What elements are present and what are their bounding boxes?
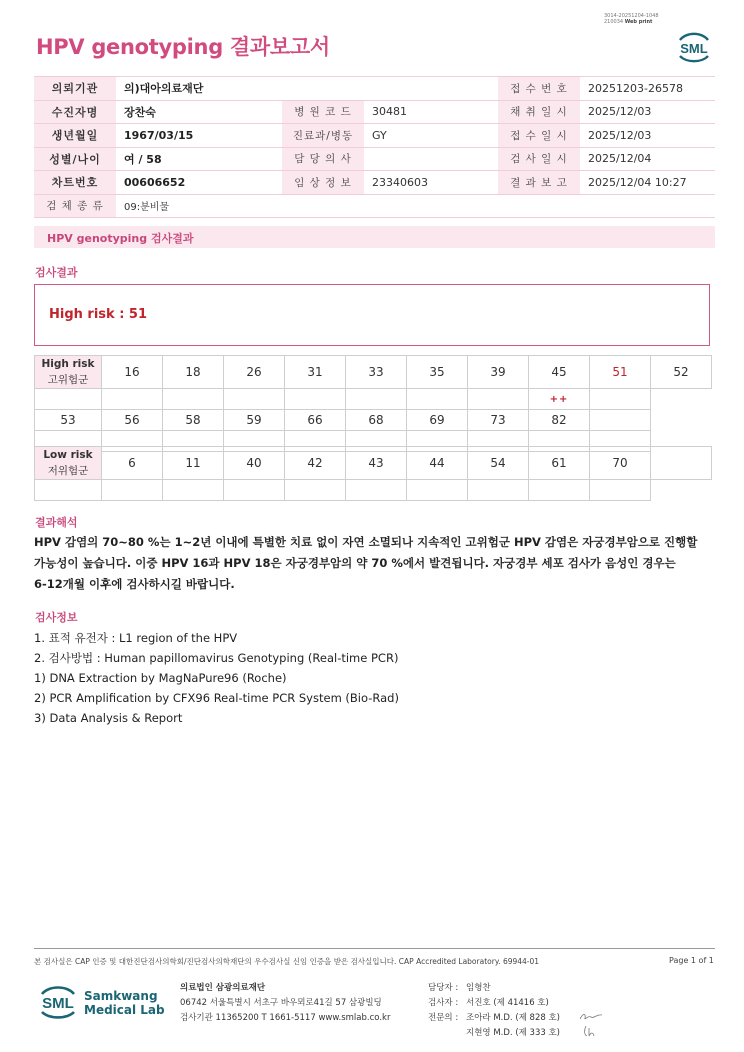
info-value: 2025/12/04	[580, 147, 715, 171]
genotype-result-cell	[468, 480, 529, 501]
staff-info	[428, 981, 560, 1041]
low-risk-label-en: Low risk	[43, 449, 93, 461]
section-title-bar: HPV genotyping 검사결과	[34, 226, 715, 248]
info-label: 임 상 정 보	[282, 171, 364, 195]
high-risk-label-en: High risk	[41, 358, 95, 370]
genotype-cell	[651, 447, 712, 480]
high-risk-header	[35, 356, 102, 389]
genotype-result-cell	[163, 480, 224, 501]
info-value: 2025/12/03	[580, 100, 715, 124]
document-code	[604, 13, 659, 25]
info-value: 장찬숙	[116, 100, 282, 124]
brand-name	[84, 989, 165, 1017]
report-title: HPV genotyping 결과보고서	[36, 35, 330, 59]
low-risk-row1	[35, 447, 712, 480]
interpretation-line: 가능성이 높습니다. 이중 HPV 16과 HPV 18은 자궁경부암의 약 70 %에서 발견됩니다. 자궁경부 세포 검사가 음성인 경우는	[34, 556, 676, 570]
sml-brand-logo-icon	[36, 980, 80, 1024]
interpretation-text	[34, 532, 714, 595]
genotype-result-cell	[590, 480, 651, 501]
genotype-cell: 6	[102, 447, 163, 480]
info-row	[34, 171, 715, 195]
organization-contact: 검사기관 11365200 T 1661-5117 www.smlab.co.kr	[180, 1013, 391, 1023]
accreditation-note: 본 검사실은 CAP 인증 및 대한진단검사의학회/진단검사의학재단의 우수검사실 신임 인증을 받은 검사실입니다. CAP Accredited Laboratory. 69944-01	[34, 957, 540, 966]
genotype-cell: 58	[163, 410, 224, 431]
genotype-result-cell	[285, 480, 346, 501]
genotype-cell: 35	[407, 356, 468, 389]
genotype-cell: 45	[529, 356, 590, 389]
info-row	[34, 77, 715, 101]
genotype-result-cell	[407, 480, 468, 501]
info-label: 성별/나이	[34, 147, 116, 171]
genotype-cell: 54	[468, 447, 529, 480]
info-row	[34, 124, 715, 148]
info-value: 의)대아의료재단	[116, 77, 498, 101]
document-code-line1: 3014-20251204-1048	[604, 13, 659, 19]
genotype-cell: 33	[346, 356, 407, 389]
low-risk-header	[35, 447, 102, 480]
genotype-cell: 66	[285, 410, 346, 431]
info-label: 진료과/병동	[282, 124, 364, 148]
low-risk-table	[34, 446, 712, 501]
web-print-label: Web print	[624, 19, 653, 25]
organization-address: 06742 서울특별시 서초구 바우뫼로41길 57 삼광빌딩	[180, 998, 382, 1008]
info-label: 접 수 번 호	[498, 77, 580, 101]
genotype-result-cell	[102, 480, 163, 501]
genotype-cell: 82	[529, 410, 590, 431]
genotype-cell: 56	[102, 410, 163, 431]
result-section-label: 검사결과	[35, 266, 78, 279]
organization-name: 의료법인 삼광의료재단	[180, 983, 266, 993]
low-risk-label-ko: 저위험군	[47, 465, 89, 477]
info-value	[364, 147, 498, 171]
test-info-line: 2) PCR Amplification by CFX96 Real-time PCR System (Bio-Rad)	[34, 691, 399, 705]
genotype-result-cell	[529, 480, 590, 501]
sml-logo-icon	[674, 26, 714, 64]
test-info-label: 검사정보	[35, 611, 78, 624]
document-code-line2: 210034	[604, 19, 624, 25]
genotype-cell: 43	[346, 447, 407, 480]
genotype-cell: 73	[468, 410, 529, 431]
footer-divider	[34, 948, 715, 949]
staff-key: 검사자 :	[428, 998, 459, 1008]
genotype-result-cell	[163, 389, 224, 410]
info-label: 채 취 일 시	[498, 100, 580, 124]
info-value: 20251203-26578	[580, 77, 715, 101]
signature-2-icon	[582, 1024, 598, 1038]
low-risk-marks-row1	[35, 480, 712, 501]
info-value: 1967/03/15	[116, 124, 282, 148]
test-info-line: 1) DNA Extraction by MagNaPure96 (Roche)	[34, 671, 287, 685]
genotype-result-cell	[35, 480, 102, 501]
genotype-cell: 53	[35, 410, 102, 431]
genotype-result-cell	[407, 389, 468, 410]
genotype-cell: 40	[224, 447, 285, 480]
staff-value: 임형찬	[466, 983, 491, 993]
genotype-result-cell	[102, 389, 163, 410]
patient-info-table	[34, 76, 715, 218]
result-summary: High risk : 51	[49, 307, 148, 322]
info-label: 검 사 일 시	[498, 147, 580, 171]
genotype-cell: 44	[407, 447, 468, 480]
organization-info	[180, 981, 390, 1026]
interpretation-line: HPV 감염의 70~80 %는 1~2년 이내에 특별한 치료 없이 자연 소멸되나 지속적인 고위험군 HPV 감염은 자궁경부암으로 진행할	[34, 535, 698, 549]
interpretation-line: 6-12개월 이후에 검사하시길 바랍니다.	[34, 577, 235, 591]
info-label: 병 원 코 드	[282, 100, 364, 124]
genotype-cell: 39	[468, 356, 529, 389]
brand-line2: Medical Lab	[84, 1003, 165, 1017]
genotype-result-cell	[346, 389, 407, 410]
info-value: 09:분비물	[116, 194, 715, 218]
info-label: 담 당 의 사	[282, 147, 364, 171]
brand-logo-text: SML	[42, 995, 74, 1012]
info-label: 수진자명	[34, 100, 116, 124]
genotype-result-cell	[285, 389, 346, 410]
genotype-cell: 52	[651, 356, 712, 389]
high-risk-marks-row1	[35, 389, 712, 410]
interpretation-label: 결과해석	[35, 516, 78, 529]
genotype-cell: 31	[285, 356, 346, 389]
genotype-result-cell	[468, 389, 529, 410]
genotype-result-cell	[224, 389, 285, 410]
info-label: 생년월일	[34, 124, 116, 148]
signature-1-icon	[578, 1011, 604, 1023]
info-label: 결 과 보 고	[498, 171, 580, 195]
info-value: 여 / 58	[116, 147, 282, 171]
info-label: 차트번호	[34, 171, 116, 195]
info-value: 2025/12/03	[580, 124, 715, 148]
test-info-line: 1. 표적 유전자 : L1 region of the HPV	[34, 631, 238, 645]
test-info-list	[34, 628, 399, 728]
info-value: 00606652	[116, 171, 282, 195]
high-risk-row1	[35, 356, 712, 389]
genotype-cell: 16	[102, 356, 163, 389]
info-value: 2025/12/04 10:27	[580, 171, 715, 195]
genotype-cell: 70	[590, 447, 651, 480]
genotype-cell: 42	[285, 447, 346, 480]
high-risk-label-ko: 고위험군	[47, 374, 89, 386]
genotype-cell: 18	[163, 356, 224, 389]
genotype-cell: 11	[163, 447, 224, 480]
high-risk-row2	[35, 410, 712, 431]
staff-key: 담당자 :	[428, 983, 459, 993]
genotype-result-cell	[590, 389, 651, 410]
genotype-result-cell	[35, 389, 102, 410]
staff-value: 조아라 M.D. (제 828 호)	[466, 1013, 561, 1023]
info-label: 접 수 일 시	[498, 124, 580, 148]
staff-value: 서진호 (제 41416 호)	[466, 998, 549, 1008]
info-value: GY	[364, 124, 498, 148]
genotype-result-cell	[346, 480, 407, 501]
result-box	[34, 284, 710, 346]
staff-value: 지현영 M.D. (제 333 호)	[466, 1028, 561, 1038]
staff-key: 전문의 :	[428, 1013, 459, 1023]
genotype-cell: 61	[529, 447, 590, 480]
info-row	[34, 147, 715, 171]
genotype-cell	[590, 410, 651, 431]
info-label: 의뢰기관	[34, 77, 116, 101]
logo-text: SML	[680, 41, 708, 56]
page-number: Page 1 of 1	[669, 956, 714, 965]
genotype-result-cell	[224, 480, 285, 501]
test-info-line: 3) Data Analysis & Report	[34, 711, 183, 725]
info-row	[34, 194, 715, 218]
genotype-cell: 51	[590, 356, 651, 389]
info-value: 23340603	[364, 171, 498, 195]
genotype-cell: 59	[224, 410, 285, 431]
genotype-result-cell: ++	[529, 389, 590, 410]
brand-line1: Samkwang	[84, 989, 158, 1003]
genotype-cell: 69	[407, 410, 468, 431]
info-label: 검 체 종 류	[34, 194, 116, 218]
info-row	[34, 100, 715, 124]
genotype-cell: 68	[346, 410, 407, 431]
test-info-line: 2. 검사방법 : Human papillomavirus Genotyping (Real-time PCR)	[34, 651, 399, 665]
high-risk-table	[34, 355, 712, 452]
info-value: 30481	[364, 100, 498, 124]
genotype-cell: 26	[224, 356, 285, 389]
